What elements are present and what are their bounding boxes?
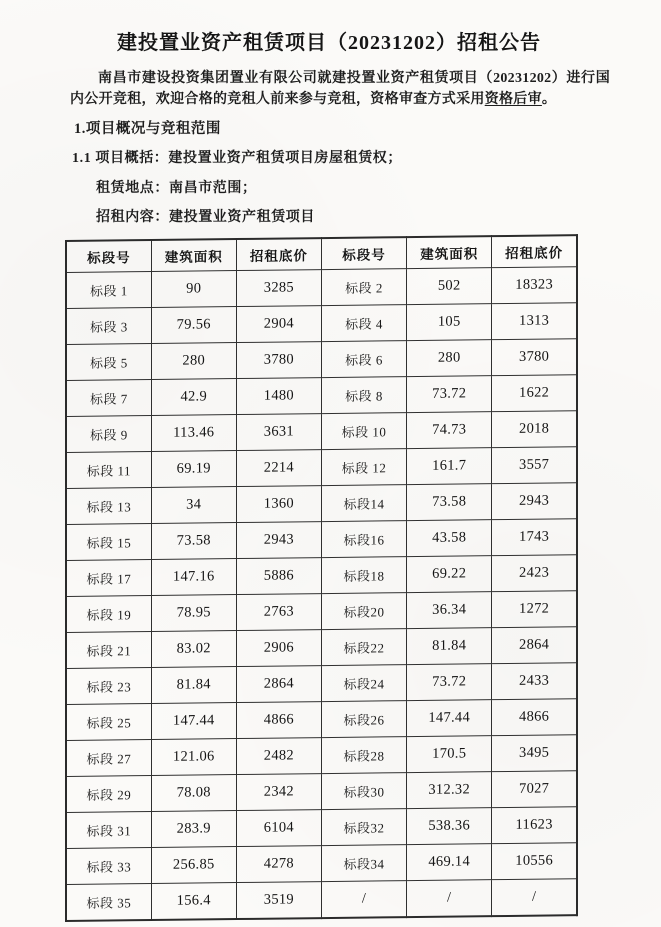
table-row (66, 878, 577, 920)
table-row (66, 302, 577, 344)
column-header-lot-id-right: 标段号 (321, 237, 406, 269)
area-cell: 147.44 (151, 702, 236, 739)
column-header-area-left: 建筑面积 (151, 239, 236, 271)
price-cell: 2018 (492, 410, 577, 447)
lot-id-cell: 标段 9 (66, 415, 151, 452)
price-cell: 1480 (236, 377, 321, 414)
lot-id-cell: 标段16 (321, 520, 406, 557)
area-cell: 90 (151, 270, 236, 307)
lot-id-cell: 标段 2 (321, 268, 406, 305)
table-row (66, 842, 577, 884)
intro-paragraph (70, 68, 610, 110)
column-header-price-left: 招租底价 (236, 238, 321, 270)
area-cell: 256.85 (151, 846, 236, 883)
price-cell: 3631 (236, 413, 321, 450)
price-cell: 3557 (492, 446, 577, 483)
price-cell: 2342 (236, 773, 321, 810)
table-row (66, 626, 577, 668)
lot-id-cell: 标段 5 (66, 343, 151, 380)
lot-id-cell: 标段 25 (66, 703, 151, 740)
column-header-lot-id-left: 标段号 (66, 240, 151, 272)
area-cell: 74.73 (407, 411, 492, 448)
area-cell: 36.34 (407, 591, 492, 628)
lot-id-cell: 标段 4 (321, 304, 406, 341)
area-cell: 69.22 (407, 555, 492, 592)
price-cell: 3495 (492, 734, 577, 771)
item-project-summary (72, 151, 616, 167)
price-cell: / (492, 878, 577, 915)
area-cell: 121.06 (151, 738, 236, 775)
area-cell: 73.72 (407, 663, 492, 700)
price-cell: 2433 (492, 662, 577, 699)
item-project-summary-text: 建投置业资产租赁项目房屋租赁权； (168, 151, 403, 166)
price-cell: 2482 (236, 737, 321, 774)
area-cell: 79.56 (151, 306, 236, 343)
lot-id-cell: 标段 29 (66, 775, 151, 812)
area-cell: 280 (407, 339, 492, 376)
area-cell: 69.19 (151, 450, 236, 487)
price-cell: 3519 (236, 881, 321, 918)
page-title: 建投置业资产租赁项目（20231202）招租公告 (117, 32, 541, 54)
lot-id-cell: 标段 3 (66, 307, 151, 344)
area-cell: 502 (407, 267, 492, 304)
lot-id-cell: 标段 35 (66, 883, 151, 920)
lot-id-cell: 标段14 (321, 484, 406, 521)
price-cell: 1272 (492, 590, 577, 627)
area-cell: 161.7 (407, 447, 492, 484)
item-rental-content (96, 210, 616, 226)
area-cell: 280 (151, 342, 236, 379)
area-cell: 83.02 (151, 630, 236, 667)
lot-id-cell: 标段26 (321, 700, 406, 737)
price-cell: 18323 (492, 266, 577, 303)
lot-id-cell: 标段 15 (66, 523, 151, 560)
price-cell: 11623 (492, 806, 577, 843)
column-header-area-right: 建筑面积 (407, 236, 492, 268)
lot-id-cell: 标段 11 (66, 451, 151, 488)
item-rental-content-text: 建投置业资产租赁项目 (169, 210, 315, 225)
intro-period: 。 (541, 92, 557, 107)
area-cell: 170.5 (407, 735, 492, 772)
price-cell: 5886 (236, 557, 321, 594)
table-row (66, 590, 577, 632)
lot-id-cell: / (321, 880, 406, 917)
table-row (66, 734, 577, 776)
price-cell: 6104 (236, 809, 321, 846)
item-rental-content-label: 招租内容： (96, 210, 169, 225)
lot-id-cell: 标段 12 (321, 448, 406, 485)
lot-id-cell: 标段18 (321, 556, 406, 593)
area-cell: 283.9 (151, 810, 236, 847)
area-cell: 73.58 (151, 522, 236, 559)
lot-id-cell: 标段 31 (66, 811, 151, 848)
lot-id-cell: 标段 10 (321, 412, 406, 449)
lot-id-cell: 标段28 (321, 736, 406, 773)
table-row (66, 410, 577, 452)
table-row (66, 374, 577, 416)
lot-id-cell: 标段30 (321, 772, 406, 809)
price-cell: 1313 (492, 302, 577, 339)
lots-table-header (66, 235, 577, 272)
area-cell: 147.16 (151, 558, 236, 595)
price-cell: 4866 (236, 701, 321, 738)
lot-id-cell: 标段 17 (66, 559, 151, 596)
lots-table (65, 234, 578, 922)
lots-table-body (66, 266, 577, 920)
area-cell: 78.95 (151, 594, 236, 631)
price-cell: 3285 (236, 269, 321, 306)
lot-id-cell: 标段 19 (66, 595, 151, 632)
area-cell: 73.72 (407, 375, 492, 412)
area-cell: 81.84 (151, 666, 236, 703)
lot-id-cell: 标段 8 (321, 376, 406, 413)
lot-id-cell: 标段34 (321, 844, 406, 881)
table-row (66, 338, 577, 380)
price-cell: 1360 (236, 485, 321, 522)
lot-id-cell: 标段 13 (66, 487, 151, 524)
area-cell: 312.32 (407, 771, 492, 808)
price-cell: 4278 (236, 845, 321, 882)
lot-id-cell: 标段 21 (66, 631, 151, 668)
area-cell: 42.9 (151, 378, 236, 415)
price-cell: 2864 (236, 665, 321, 702)
section-heading: 1.项目概况与竞租范围 (74, 121, 221, 137)
price-cell: 3780 (236, 341, 321, 378)
table-row (66, 770, 577, 812)
lot-id-cell: 标段 6 (321, 340, 406, 377)
lot-id-cell: 标段22 (321, 628, 406, 665)
table-row (66, 518, 577, 560)
price-cell: 10556 (492, 842, 577, 879)
lot-id-cell: 标段 23 (66, 667, 151, 704)
item-lease-location-text: 南昌市范围； (169, 180, 257, 196)
price-cell: 2423 (492, 554, 577, 591)
lot-id-cell: 标段 1 (66, 271, 151, 308)
price-cell: 2214 (236, 449, 321, 486)
price-cell: 7027 (492, 770, 577, 807)
area-cell: 81.84 (407, 627, 492, 664)
area-cell: 73.58 (407, 483, 492, 520)
table-row (66, 554, 577, 596)
table-row (66, 266, 577, 308)
header-row (66, 235, 577, 272)
table-row (66, 662, 577, 704)
area-cell: 147.44 (407, 699, 492, 736)
price-cell: 2904 (236, 305, 321, 342)
area-cell: / (407, 879, 492, 916)
lot-id-cell: 标段24 (321, 664, 406, 701)
area-cell: 469.14 (407, 843, 492, 880)
column-header-price-right: 招租底价 (492, 235, 577, 267)
table-row (66, 806, 577, 848)
table-row (66, 446, 577, 488)
lot-id-cell: 标段 33 (66, 847, 151, 884)
price-cell: 4866 (492, 698, 577, 735)
area-cell: 34 (151, 486, 236, 523)
area-cell: 78.08 (151, 774, 236, 811)
price-cell: 2763 (236, 593, 321, 630)
price-cell: 1622 (492, 374, 577, 411)
area-cell: 156.4 (151, 882, 236, 919)
price-cell: 3780 (492, 338, 577, 375)
price-cell: 2864 (492, 626, 577, 663)
item-lease-location (96, 181, 616, 197)
price-cell: 2906 (236, 629, 321, 666)
price-cell: 1743 (492, 518, 577, 555)
lot-id-cell: 标段20 (321, 592, 406, 629)
item-lease-location-label: 租赁地点： (96, 180, 169, 196)
lot-id-cell: 标段 27 (66, 739, 151, 776)
item-project-summary-label: 1.1 项目概括： (72, 151, 169, 166)
lot-id-cell: 标段32 (321, 808, 406, 845)
lot-id-cell: 标段 7 (66, 379, 151, 416)
underlined-term: 资格后审 (484, 92, 542, 107)
intro-text: 南昌市建设投资集团置业有限公司就建投置业资产租赁项目（20231202）进行国内公开竞租，欢迎合格的竞租人前来参与竞租，资格审查方式采用 (70, 71, 610, 107)
area-cell: 538.36 (407, 807, 492, 844)
price-cell: 2943 (236, 521, 321, 558)
area-cell: 43.58 (407, 519, 492, 556)
price-cell: 2943 (492, 482, 577, 519)
area-cell: 113.46 (151, 414, 236, 451)
table-row (66, 482, 577, 524)
area-cell: 105 (407, 303, 492, 340)
table-row (66, 698, 577, 740)
